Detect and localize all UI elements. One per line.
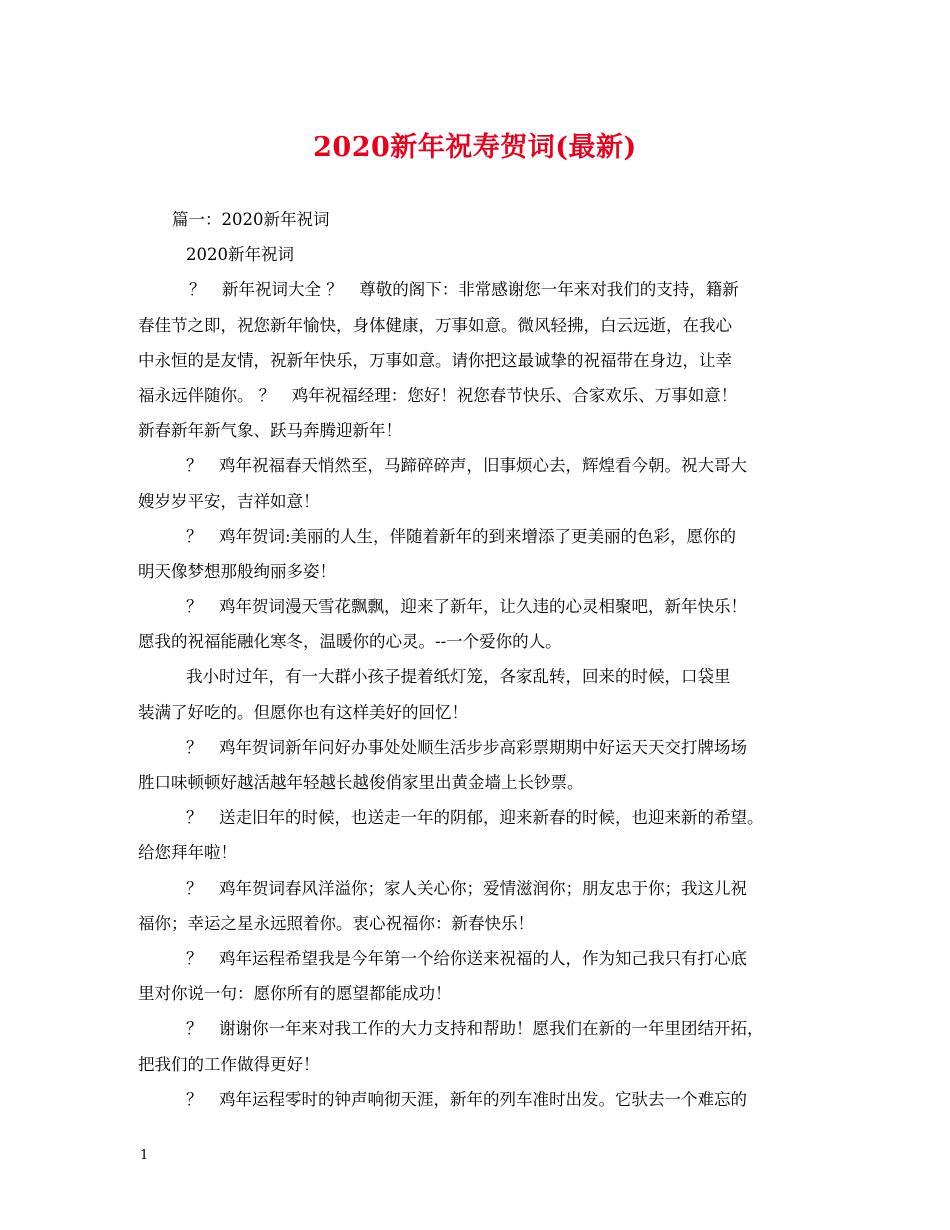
paragraph-line: 春佳节之即，祝您新年愉快，身体健康，万事如意。微风轻拂，白云远逝，在我心 <box>138 315 732 335</box>
paragraph-line: 明天像梦想那般绚丽多姿！ <box>138 561 336 581</box>
paragraph-line: 福永远伴随你。 ？ 鸡年祝福经理：您好！祝您春节快乐、合家欢乐、万事如意！ <box>138 385 738 405</box>
paragraph-line: 装满了好吃的。但愿你也有这样美好的回忆！ <box>138 702 468 722</box>
paragraph-line: 胜口味顿顿好越活越年轻越长越俊俏家里出黄金墙上长钞票。 <box>138 773 584 792</box>
paragraph-line: 2020新年祝词 <box>186 245 294 265</box>
paragraph-line: 中永恒的是友情，祝新年快乐，万事如意。请你把这最诚挚的祝福带在身边，让幸 <box>138 350 732 370</box>
document-title: 2020新年祝寿贺词(最新) <box>313 132 637 163</box>
paragraph-line: 福你；幸运之星永远照着你。衷心祝福你：新春快乐！ <box>138 913 534 933</box>
paragraph-line: ？ 鸡年贺词新年问好办事处处顺生活步步高彩票期期中好运天天交打牌场场 <box>186 737 747 757</box>
paragraph-line: 嫂岁岁平安，吉祥如意！ <box>138 491 320 511</box>
paragraph-line: ？ 鸡年运程希望我是今年第一个给你送来祝福的人，作为知己我只有打心底 <box>186 948 747 968</box>
paragraph-line: 篇一：2020新年祝词 <box>172 210 330 229</box>
paragraph-line: 愿我的祝福能融化寒冬，温暖你的心灵。--一个爱你的人。 <box>138 632 562 652</box>
paragraph-line: ？ 鸡年贺词:美丽的人生，伴随着新年的到来增添了更美丽的色彩，愿你的 <box>186 526 737 546</box>
paragraph-line: ？ 送走旧年的时候，也送走一年的阴郁，迎来新春的时候，也迎来新的希望。 <box>186 808 764 828</box>
paragraph-line: 给您拜年啦！ <box>138 843 237 863</box>
document-body <box>138 202 828 1117</box>
paragraph-line: ？ 谢谢你一年来对我工作的大力支持和帮助！愿我们在新的一年里团结开拓， <box>186 1019 764 1039</box>
page-number: 1 <box>140 1148 149 1163</box>
paragraph-line: ？ 新年祝词大全 ？ 尊敬的阁下：非常感谢您一年来对我们的支持，籍新 <box>189 280 739 300</box>
paragraph-line: ？ 鸡年祝福春天悄然至，马蹄碎碎声，旧事烦心去，辉煌看今朝。祝大哥大 <box>186 456 747 476</box>
paragraph-line: ？ 鸡年运程零时的钟声响彻天涯，新年的列车准时出发。它驮去一个难忘的 <box>186 1089 747 1109</box>
paragraph-line: 我小时过年，有一大群小孩子提着纸灯笼，各家乱转，回来的时候，口袋里 <box>186 667 731 687</box>
paragraph-line: 把我们的工作做得更好！ <box>138 1054 320 1074</box>
paragraph-line: 新春新年新气象、跃马奔腾迎新年！ <box>138 421 402 441</box>
paragraph-line: ？ 鸡年贺词漫天雪花飘飘，迎来了新年，让久违的心灵相聚吧，新年快乐！ <box>186 597 747 617</box>
paragraph-line: 里对你说一句：愿你所有的愿望都能成功！ <box>138 984 452 1004</box>
paragraph-line: ？ 鸡年贺词春风洋溢你；家人关心你；爱情滋润你；朋友忠于你；我这儿祝 <box>186 878 747 898</box>
